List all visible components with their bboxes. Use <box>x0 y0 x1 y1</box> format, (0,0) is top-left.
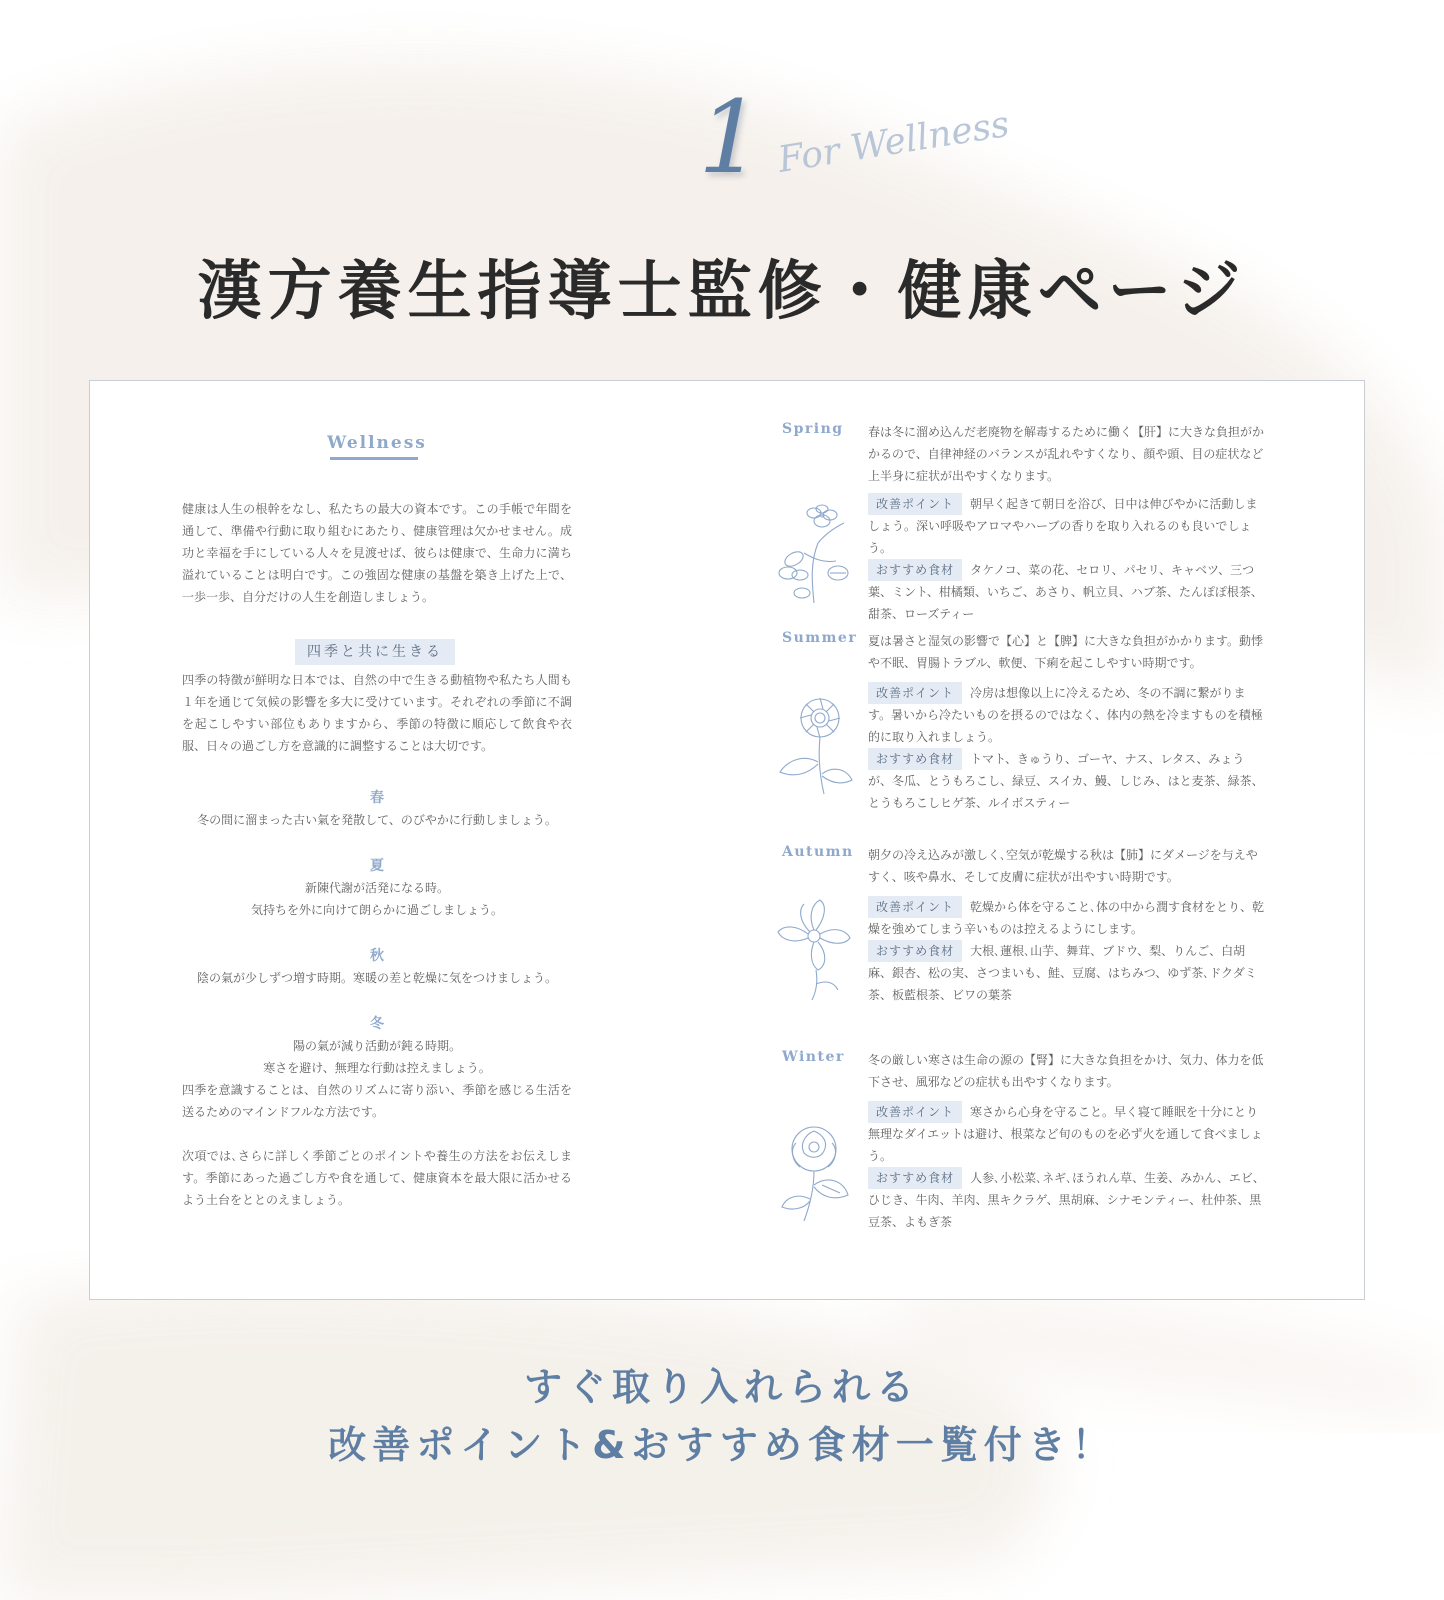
section-title-box: 四季と共に生きる <box>295 639 455 665</box>
season-name-spring: Spring <box>782 421 844 437</box>
season-line-summer-2: 気持ちを外に向けて朗らかに過ごしましょう。 <box>250 903 503 917</box>
season-body-spring <box>868 421 1268 625</box>
season-body-summer <box>868 630 1268 814</box>
sunflower-illustration-icon <box>774 692 854 797</box>
season-line-winter-2: 寒さを避け、無理な行動は控えましょう。 <box>263 1061 491 1075</box>
season-label-summer: 夏 <box>370 858 384 874</box>
point-text-summer: 冷房は想像以上に冷えるため、冬の不調に繋がります。暑いから冷たいものを摂るのではなく、体内の熱を冷ますものを積極的に取り入れましょう。 <box>868 686 1263 744</box>
food-text-winter: 人参､小松菜､ネギ､ほうれん草、生姜、みかん、エビ、ひじき、牛肉、羊肉、黒キクラゲ、黒胡麻、シナモンティー、杜仲茶、黒豆茶、よもぎ茶 <box>868 1171 1265 1229</box>
cosmos-flower-illustration-icon <box>774 896 854 1001</box>
season-name-summer: Summer <box>782 630 858 646</box>
bottom-headline-line-2: 改善ポイント&おすすめ食材一覧付き！ <box>328 1423 1116 1467</box>
tag-recommended-food: おすすめ食材 <box>868 940 962 962</box>
closing-paragraph-2: 次項では､さらに詳しく季節ごとのポイントや養生の方法をお伝えします。季節にあった過ごし方や食を通して、健康資本を最大限に活かせるよう土台をととのえましょう。 <box>182 1149 572 1207</box>
season-desc-spring: 春は冬に溜め込んだ老廃物を解毒するために働く【肝】に大きな負担がかかるので、自律神経のバランスが乱れやすくなり、顔や頭、目の症状など上半身に症状が出やすくなります。 <box>868 425 1265 483</box>
tag-improvement-point: 改善ポイント <box>868 682 962 704</box>
season-line-summer-1: 新陳代謝が活発になる時。 <box>304 881 449 895</box>
tag-improvement-point: 改善ポイント <box>868 896 962 918</box>
season-label-spring: 春 <box>370 790 384 806</box>
season-name-winter: Winter <box>782 1049 845 1065</box>
page-title: 漢方養生指導士監修・健康ページ <box>197 254 1247 329</box>
tag-recommended-food: おすすめ食材 <box>868 559 962 581</box>
season-label-autumn: 秋 <box>370 948 384 964</box>
intro-paragraph: 健康は人生の根幹をなし、私たちの最大の資本です。この手帳で年間を通して、準備や行動に取り組むにあたり、健康管理は欠かせません。成功と幸福を手にしている人々を見渡せば、彼らは健康で、生命力に満ち溢れていることは明白です。この強固な健康の基盤を築き上げた上で、一歩一歩、自分だけの人生を創造しましょう。 <box>182 502 572 604</box>
season-desc-winter: 冬の厳しい寒さは生命の源の【腎】に大きな負担をかけ、気力、体力を低下させ、風邪などの症状も出やすくなります。 <box>868 1053 1264 1089</box>
camellia-flower-illustration-icon <box>774 1119 854 1224</box>
food-text-spring: タケノコ、菜の花、セロリ、パセリ、キャベツ、三つ葉、ミント、柑橘類、いちご、あさり、帆立貝、ハブ茶、たんぽぽ根茶、甜茶、ローズティー <box>868 563 1263 621</box>
tag-recommended-food: おすすめ食材 <box>868 748 962 770</box>
point-text-autumn: 乾燥から体を守ること､体の中から潤す食材をとり、乾燥を強めてしまう辛いものは控えるようにします。 <box>868 900 1265 936</box>
point-text-spring: 朝早く起きて朝日を浴び、日中は伸びやかに活動しましょう。深い呼吸やアロマやハーブの香りを取り入れるのも良いでしょう。 <box>868 497 1258 555</box>
food-text-autumn: 大根､蓮根､山芋、舞茸、ブドウ、梨、りんご、白胡麻、銀杏、松の実、さつまいも、鮭、豆腐、はちみつ、ゆず茶､ドクダミ茶、板藍根茶、ビワの葉茶 <box>868 944 1257 1002</box>
chapter-script-subtitle: For Wellness <box>775 103 1013 181</box>
season-line-winter-1: 陽の氣が減り活動が鈍る時期。 <box>292 1039 461 1053</box>
season-desc-summer: 夏は暑さと湿気の影響で【心】と【脾】に大きな負担がかかります。動悸や不眠、胃腸トラブル、軟便、下痢を起こしやすい時期です。 <box>868 634 1264 670</box>
bottom-headline-line-1: すぐ取り入れられる <box>523 1365 920 1409</box>
season-body-winter <box>868 1049 1268 1233</box>
section-paragraph: 四季の特徴が鮮明な日本では、自然の中で生きる動植物や私たち人間も１年を通じて気候の影響を多大に受けています。それぞれの季節に不調を起こしやすい部位もありますから、季節の特徴に順応して飲食や衣服、日々の過ごし方を意識的に調整することは大切です。 <box>182 673 572 753</box>
closing-paragraph-1: 四季を意識することは、自然のリズムに寄り添い、季節を感じる生活を送るためのマインドフルな方法です。 <box>182 1083 572 1119</box>
food-text-summer: トマト、きゅうり、ゴーヤ、ナス、レタス、みょうが、冬瓜、とうもろこし、緑豆、スイカ、鰻、しじみ、はと麦茶、緑茶、とうもろこしヒゲ茶、ルイボスティー <box>868 752 1264 810</box>
cherry-blossom-illustration-icon <box>774 503 854 608</box>
point-text-winter: 寒さから心身を守ること。早く寝て睡眠を十分にとり無理なダイエットは避け、根菜など旬のものを必ず火を通して食べましょう。 <box>868 1105 1263 1163</box>
notebook-spread <box>89 380 1365 1300</box>
season-label-winter: 冬 <box>370 1016 384 1032</box>
tag-improvement-point: 改善ポイント <box>868 1101 962 1123</box>
wellness-underline <box>330 457 418 460</box>
season-line-spring: 冬の間に溜まった古い氣を発散して、のびやかに行動しましょう。 <box>197 813 557 827</box>
season-body-autumn <box>868 844 1268 1006</box>
chapter-number: 1 <box>698 79 762 196</box>
season-line-autumn: 陰の氣が少しずつ増す時期。寒暖の差と乾燥に気をつけましょう。 <box>196 971 557 985</box>
season-name-autumn: Autumn <box>782 844 854 860</box>
tag-recommended-food: おすすめ食材 <box>868 1167 962 1189</box>
wellness-heading: Wellness <box>327 433 427 453</box>
tag-improvement-point: 改善ポイント <box>868 493 962 515</box>
season-desc-autumn: 朝夕の冷え込みが激しく､空気が乾燥する秋は【肺】にダメージを与えやすく、咳や鼻水、そして皮膚に症状が出やすい時期です。 <box>868 848 1258 884</box>
